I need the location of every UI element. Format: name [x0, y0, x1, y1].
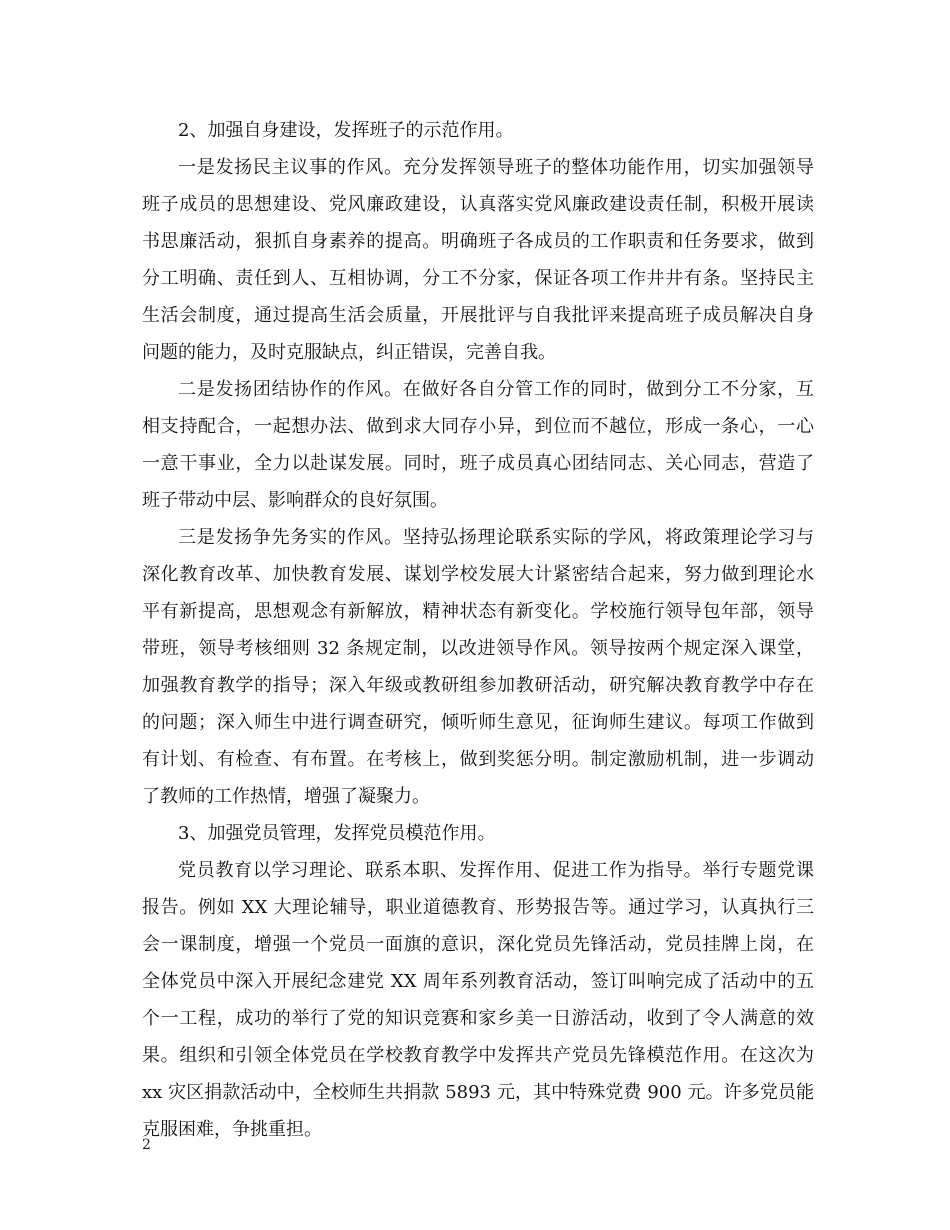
text-line: 加强教育教学的指导；深入年级或教研组参加教研活动，研究解决教育教学中存在	[142, 675, 814, 696]
text-line: 平有新提高，思想观念有新解放，精神状态有新变化。学校施行领导包年部，领导	[142, 601, 814, 622]
text-line: 报告。例如 XX 大理论辅导，职业道德教育、形势报告等。通过学习，认真执行三	[142, 897, 814, 918]
text-line: 党员教育以学习理论、联系本职、发挥作用、促进工作为指导。举行专题党课	[178, 860, 814, 881]
section-heading	[142, 112, 814, 149]
text-line: 班子带动中层、影响群众的良好氛围。	[142, 490, 448, 511]
text-line: 班子成员的思想建设、党风廉政建设，认真落实党风廉政建设责任制，积极开展读	[142, 194, 814, 215]
paragraph	[142, 852, 814, 1148]
text-line: 有计划、有检查、有布置。在考核上，做到奖惩分明。制定激励机制，进一步调动	[142, 749, 814, 770]
text-line: 书思廉活动，狠抓自身素养的提高。明确班子各成员的工作职责和任务要求，做到	[142, 231, 814, 252]
text-line: 一是发扬民主议事的作风。充分发挥领导班子的整体功能作用，切实加强领导	[178, 157, 814, 178]
text-line: 3、加强党员管理，发挥党员模范作用。	[178, 823, 496, 844]
text-line: 二是发扬团结协作的作风。在做好各自分管工作的同时，做到分工不分家，互	[178, 379, 814, 400]
paragraph	[142, 371, 814, 519]
text-line: 果。组织和引领全体党员在学校教育教学中发挥共产党员先锋模范作用。在这次为	[142, 1045, 814, 1066]
page-number: 2	[142, 1137, 151, 1153]
text-line: 2、加强自身建设，发挥班子的示范作用。	[178, 120, 514, 141]
paragraph	[142, 519, 814, 815]
text-line: 全体党员中深入开展纪念建党 XX 周年系列教育活动，签订叫响完成了活动中的五	[142, 971, 814, 992]
text-line: 分工明确、责任到人、互相协调，分工不分家，保证各项工作井井有条。坚持民主	[142, 268, 814, 289]
text-line: 克服困难，争挑重担。	[142, 1119, 322, 1140]
text-line: xx 灾区捐款活动中，全校师生共捐款 5893 元，其中特殊党费 900 元。许多党员能	[142, 1082, 814, 1103]
text-line: 一意干事业，全力以赴谋发展。同时，班子成员真心团结同志、关心同志，营造了	[142, 453, 814, 474]
text-line: 相支持配合，一起想办法、做到求大同存小异，到位而不越位，形成一条心，一心	[142, 416, 814, 437]
text-line: 个一工程，成功的举行了党的知识竞赛和家乡美一日游活动，收到了令人满意的效	[142, 1008, 814, 1029]
text-line: 深化教育改革、加快教育发展、谋划学校发展大计紧密结合起来，努力做到理论水	[142, 564, 814, 585]
section-heading	[142, 815, 814, 852]
document-body	[142, 112, 814, 1148]
text-line: 了教师的工作热情，增强了凝聚力。	[142, 786, 430, 807]
paragraph	[142, 149, 814, 371]
text-line: 带班，领导考核细则 32 条规定制，以改进领导作风。领导按两个规定深入课堂，	[142, 638, 814, 659]
text-line: 三是发扬争先务实的作风。坚持弘扬理论联系实际的学风，将政策理论学习与	[178, 527, 814, 548]
text-line: 问题的能力，及时克服缺点，纠正错误，完善自我。	[142, 342, 556, 363]
text-line: 的问题；深入师生中进行调查研究，倾听师生意见，征询师生建议。每项工作做到	[142, 712, 814, 733]
text-line: 会一课制度，增强一个党员一面旗的意识，深化党员先锋活动，党员挂牌上岗，在	[142, 934, 814, 955]
text-line: 生活会制度，通过提高生活会质量，开展批评与自我批评来提高班子成员解决自身	[142, 305, 814, 326]
